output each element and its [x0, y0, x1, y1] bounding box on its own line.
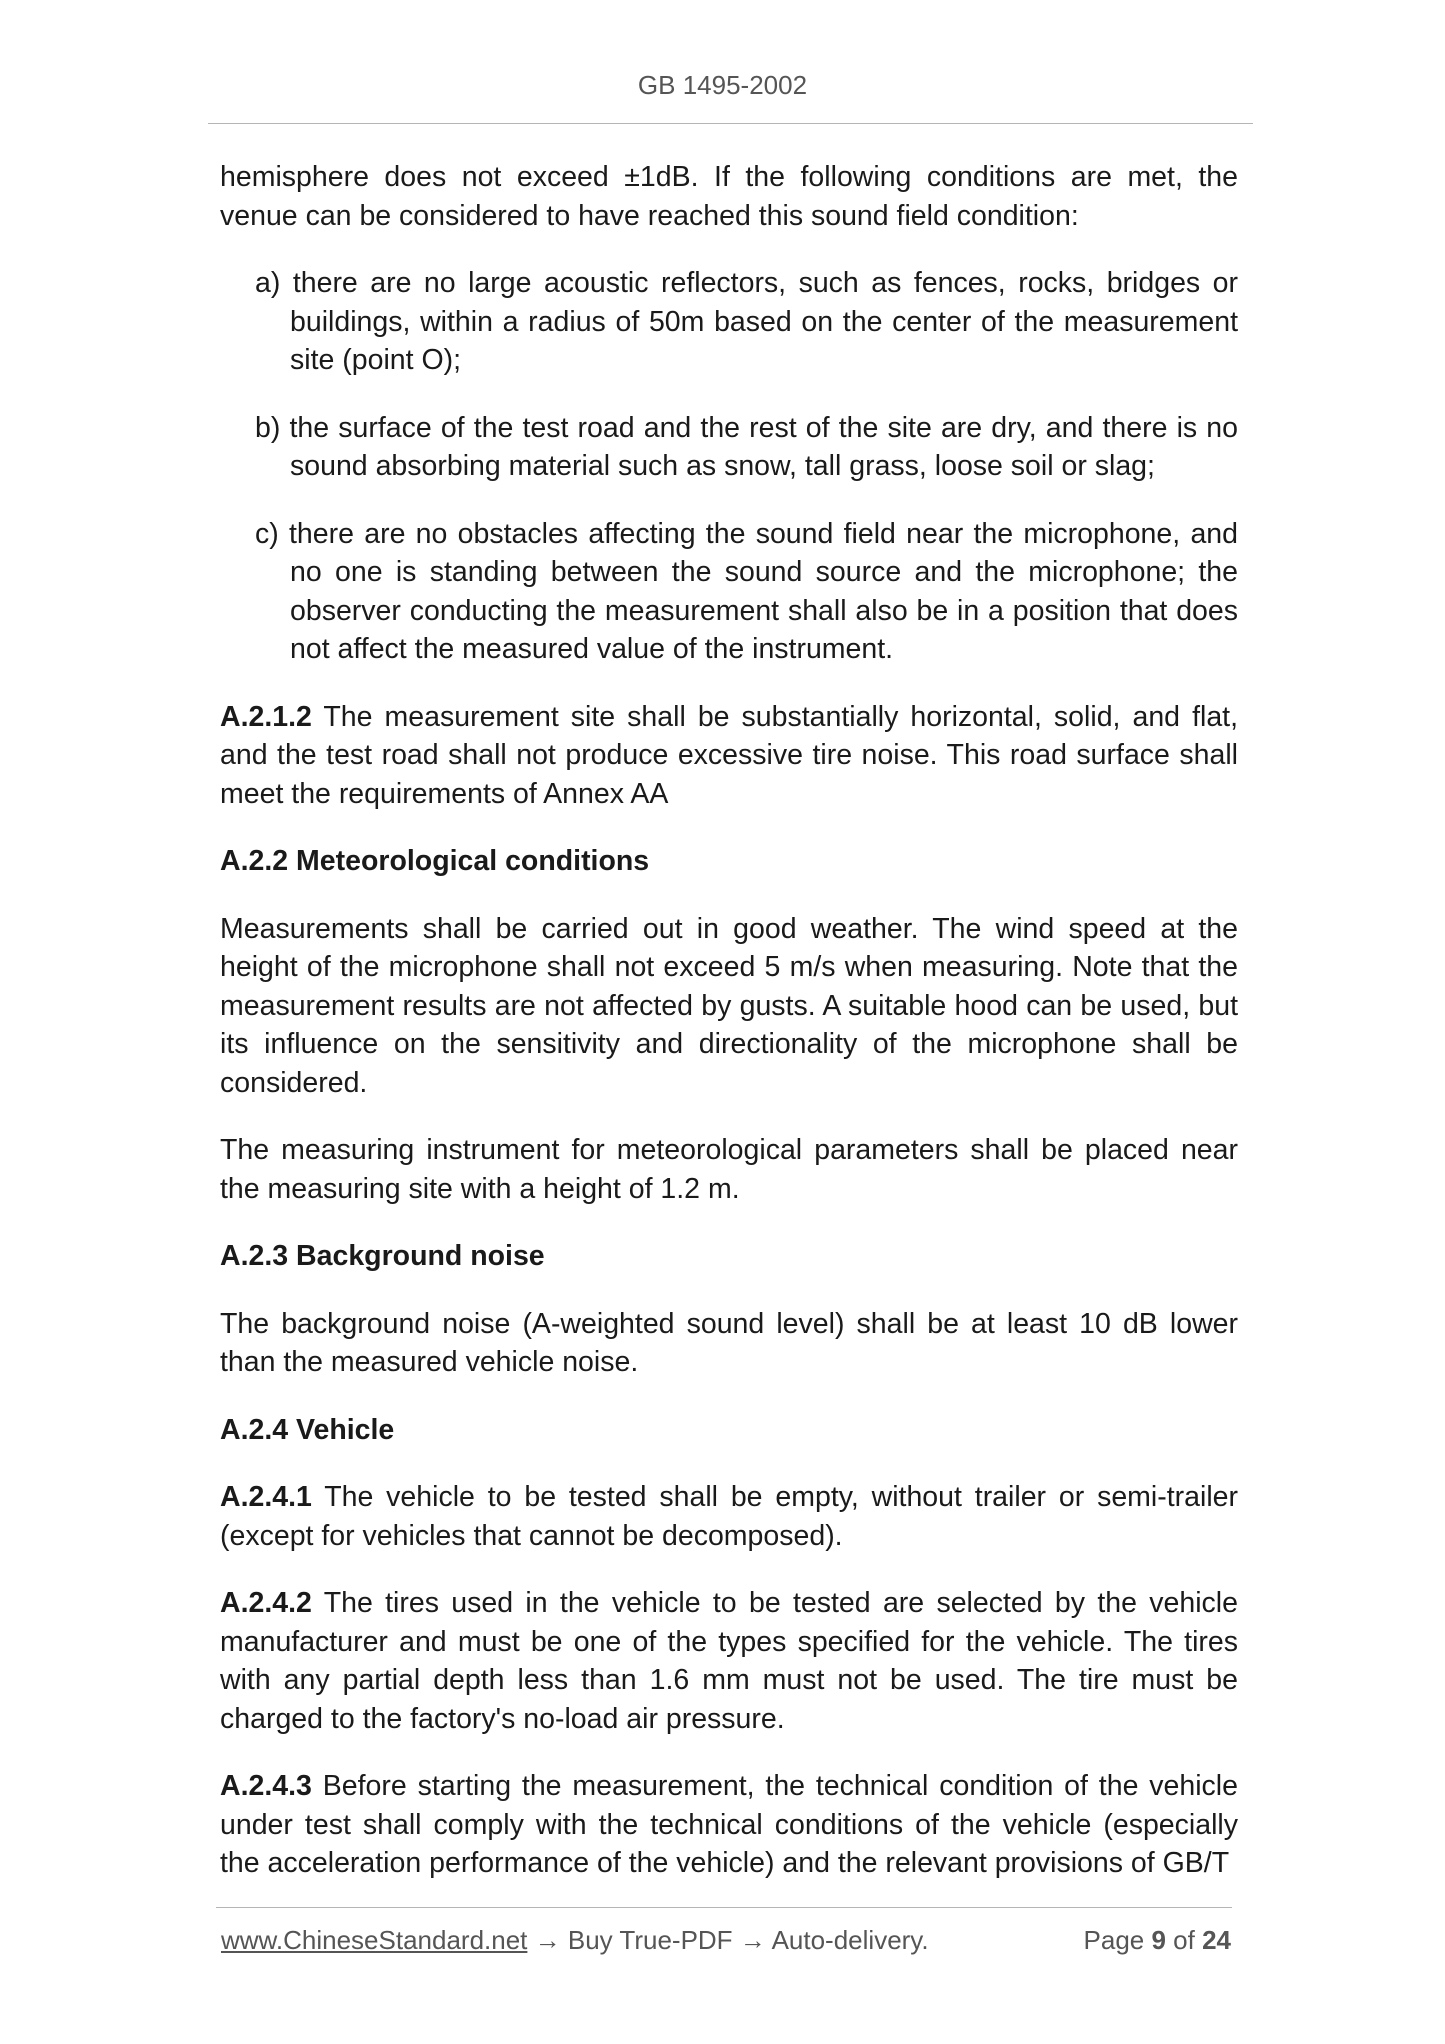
- clause-text: The tires used in the vehicle to be tested are selected by the vehicle manufacturer and must be one of the types specified for the vehicle. The tires with any partial depth less than 1.6 mm must not be used. The tire must be charged to the factory's no-load air pressure.: [220, 1587, 1238, 1735]
- of-label: of: [1165, 1925, 1203, 1955]
- section-heading-a23: A.2.3 Background noise: [220, 1240, 545, 1272]
- header-divider: [208, 123, 1253, 124]
- page-header-title: GB 1495-2002: [637, 70, 808, 100]
- clause-number: A.2.4.3: [220, 1770, 312, 1802]
- website-link[interactable]: www.ChineseStandard.net: [221, 1925, 528, 1955]
- footer-divider: [216, 1907, 1232, 1908]
- clause-a241: [220, 1478, 1238, 1555]
- footer-promo: [221, 1925, 929, 1956]
- paragraph-a23: The background noise (A-weighted sound level) shall be at least 10 dB lower than the measured vehicle noise.: [220, 1307, 1238, 1378]
- clause-a212: [220, 698, 1238, 814]
- list-item-c: c) there are no obstacles affecting the sound field near the microphone, and no one is standing between the sound source and the microphone; the observer conducting the measurement shall also be in a position that does not affect the measured value of the instrument.: [255, 517, 1238, 665]
- page-footer: [221, 1925, 1231, 1965]
- paragraph-a22-2: The measuring instrument for meteorological parameters shall be placed near the measuring site with a height of 1.2 m.: [220, 1134, 1238, 1205]
- clause-number: A.2.1.2: [220, 700, 312, 733]
- list-item-b: b) the surface of the test road and the rest of the site are dry, and there is no sound absorbing material such as snow, tall grass, loose soil or slag;: [255, 411, 1238, 482]
- clause-text: Before starting the measurement, the technical condition of the vehicle under test shall comply with the technical conditions of the vehicle (especially the acceleration performance of the vehicle) and the relevant provisions of GB/T: [220, 1770, 1238, 1879]
- clause-number: A.2.4.2: [220, 1587, 312, 1619]
- page-number: 9: [1151, 1925, 1166, 1955]
- section-heading-a24: A.2.4 Vehicle: [220, 1413, 395, 1446]
- paragraph-intro: hemisphere does not exceed ±1dB. If the following conditions are met, the venue can be considered to have reached this sound field condition:: [220, 161, 1238, 232]
- document-body: [220, 158, 1238, 1912]
- clause-number: A.2.4.1: [220, 1481, 312, 1513]
- page-total: 24: [1202, 1925, 1231, 1955]
- clause-text: The vehicle to be tested shall be empty, without trailer or semi-trailer (except for vehicles that cannot be decomposed).: [220, 1481, 1238, 1552]
- page-label: Page: [1083, 1925, 1152, 1955]
- clause-a242: [220, 1584, 1238, 1738]
- clause-text: The measurement site shall be substantially horizontal, solid, and flat, and the test road shall not produce excessive tire noise. This road surface shall meet the requirements of Annex AA: [220, 700, 1238, 810]
- clause-a243: [220, 1767, 1238, 1883]
- section-heading-a22: A.2.2 Meteorological conditions: [220, 845, 650, 877]
- list-item-a: a) there are no large acoustic reflectors, such as fences, rocks, bridges or buildings, within a radius of 50m based on the center of the measurement site (point O);: [255, 267, 1238, 376]
- page-indicator: [1084, 1925, 1231, 1956]
- paragraph-a22-1: Measurements shall be carried out in good weather. The wind speed at the height of the microphone shall not exceed 5 m/s when measuring. Note that the measurement results are not affected by gusts. A suitable hood can be used, but its influence on the sensitivity and directionality of the microphone shall be considered.: [220, 912, 1238, 1099]
- footer-promo-text: → Buy True-PDF → Auto-delivery.: [527, 1925, 929, 1955]
